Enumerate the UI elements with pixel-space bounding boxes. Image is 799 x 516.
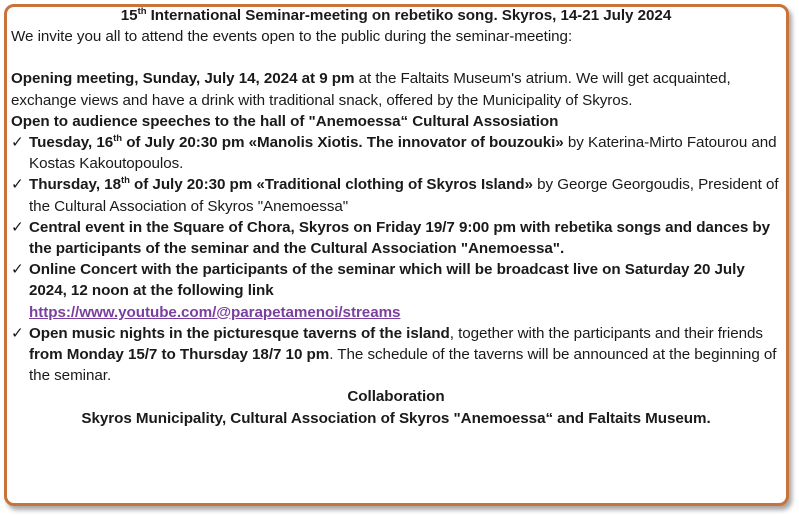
item-bold: Thursday, 18 [29, 176, 121, 194]
check-icon: ✓ [11, 218, 24, 236]
item-mid: , together with the participants and their friends [449, 324, 763, 342]
document-content [11, 5, 781, 429]
item-bold: Tuesday, 16 [29, 134, 114, 152]
opening-rest: at the Faltaits Museum's atrium. We will get acquainted, exchange views and have a drink with traditional snack, offered by the Municipality of Skyros. [11, 70, 731, 109]
item-rest: by Katerina-Mirto Fatourou and Kostas Kakoutopoulos. [29, 134, 777, 173]
item-bold-dates: from Monday 15/7 to Thursday 18/7 10 pm [29, 346, 330, 364]
check-icon: ✓ [11, 176, 24, 194]
title-number: 15 [120, 7, 138, 24]
item-bold: Central event in the Square of Chora, Skyros on Friday 19/7 9:00 pm with rebetika songs and dances by the participants of the seminar and the Cultural Association "Anemoessa". [29, 218, 771, 258]
list-item [11, 323, 781, 387]
document-title [11, 5, 781, 26]
item-bold: Online Concert with the participants of the seminar which will be broadcast live on Saturday 20 July 2024, 12 noon at the following link [29, 261, 745, 300]
item-rest: by George Georgoudis, President of the Cultural Association of Skyros "Anemoessa" [29, 176, 779, 215]
speeches-heading: Open to audience speeches to the hall of "Anemoessa“ Cultural Assosiation [11, 112, 559, 130]
collaboration-heading: Collaboration [347, 388, 445, 406]
list-item [11, 174, 781, 216]
invite-text: We invite you all to attend the events open to the public during the seminar-meeting: [11, 28, 573, 46]
opening-bold: Opening meeting, Sunday, July 14, 2024 at 9 pm [11, 70, 355, 88]
list-item [11, 132, 781, 174]
list-item [11, 259, 781, 323]
item-ordinal: th [120, 175, 130, 187]
youtube-link[interactable]: https://www.youtube.com/@parapetamenoi/streams [29, 303, 401, 321]
check-icon: ✓ [11, 261, 24, 279]
check-icon: ✓ [11, 134, 24, 152]
item-bold: Open music nights in the picturesque taverns of the island [29, 324, 450, 342]
title-text: International Seminar-meeting on rebetiko song. Skyros, 14-21 July 2024 [146, 7, 672, 24]
opening-paragraph [11, 68, 781, 110]
spacer [11, 47, 781, 68]
list-item [11, 217, 781, 259]
item-rest: . The schedule of the taverns will be announced at the beginning of the seminar. [29, 346, 777, 385]
check-icon: ✓ [11, 324, 24, 342]
item-ordinal: th [113, 132, 123, 144]
item-bold-title: of July 20:30 pm «Traditional clothing of Skyros Island» [129, 176, 533, 194]
item-bold-title: of July 20:30 pm «Manolis Xiotis. The innovator of bouzouki» [122, 134, 564, 152]
collaboration-text: Skyros Municipality, Cultural Association of Skyros "Anemoessa“ and Faltaits Museum. [81, 409, 711, 427]
title-ordinal: th [137, 5, 147, 17]
